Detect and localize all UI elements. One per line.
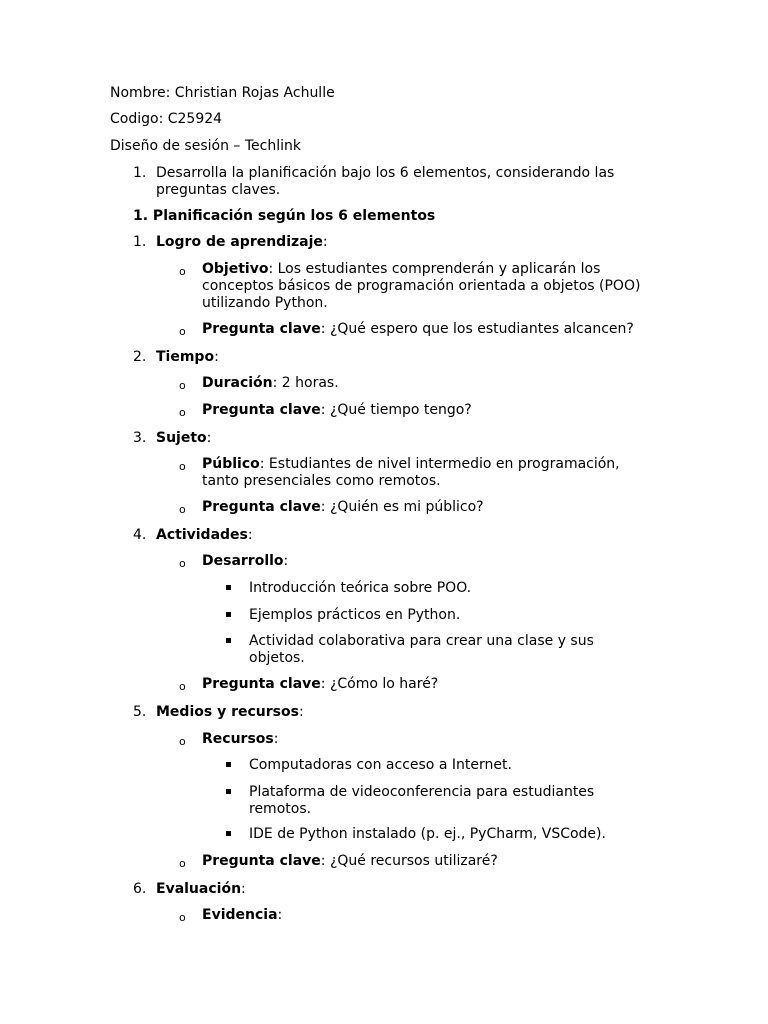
circle-bullet-icon: o	[179, 557, 186, 570]
sub-item-pregunta: Pregunta clave: ¿Cómo lo haré?	[202, 676, 439, 692]
student-name: Nombre: Christian Rojas Achulle	[110, 85, 335, 101]
element-title: Sujeto	[156, 430, 207, 446]
circle-bullet-icon: o	[179, 406, 186, 419]
element-number: 1.	[133, 234, 147, 250]
intro-text: Desarrolla la planificación bajo los 6 elementos, considerando las preguntas claves.	[156, 165, 615, 198]
element-number: 3.	[133, 430, 147, 446]
sub-item-duracion: Duración: 2 horas.	[202, 375, 339, 391]
circle-bullet-icon: o	[179, 911, 186, 924]
sub-item-pregunta: Pregunta clave: ¿Qué recursos utilizaré?	[202, 853, 498, 869]
circle-bullet-icon: o	[179, 735, 186, 748]
element-title: Actividades	[156, 527, 248, 543]
element-number: 5.	[133, 704, 147, 720]
list-item: IDE de Python instalado (p. ej., PyCharm, VSCode).	[249, 826, 606, 842]
element-title: Medios y recursos	[156, 704, 299, 720]
sub-item-pregunta: Pregunta clave: ¿Qué espero que los estudiantes alcancen?	[202, 321, 634, 337]
circle-bullet-icon: o	[179, 460, 186, 473]
sub-item-pregunta: Pregunta clave: ¿Qué tiempo tengo?	[202, 402, 472, 418]
sub-item-publico: Público: Estudiantes de nivel intermedio en programación, tanto presenciales como remotos.	[202, 456, 620, 489]
circle-bullet-icon: o	[179, 503, 186, 516]
circle-bullet-icon: o	[179, 857, 186, 870]
list-item: Plataforma de videoconferencia para estudiantes remotos.	[249, 784, 595, 817]
student-code: Codigo: C25924	[110, 111, 223, 127]
element-number: 6.	[133, 881, 147, 897]
element-number: 2.	[133, 349, 147, 365]
element-title: Logro de aprendizaje	[156, 234, 323, 250]
list-item: Computadoras con acceso a Internet.	[249, 757, 512, 773]
square-bullet-icon	[226, 831, 231, 836]
square-bullet-icon	[226, 762, 231, 767]
document-page: Nombre: Christian Rojas Achulle Codigo: C25924 Diseño de sesión – Techlink 1. Desarrolla la planificación bajo los 6 elementos, considerando las preguntas claves. 1. Planificación según los 6 elementos 1. Logro de aprendizaje: o Objetivo: Los estudiantes comprenderán y aplicarán los conceptos básicos de programación orientada a objetos (POO) utilizando Python. o Pregunta clave: ¿Qué espero que los estudiantes alcancen? 2. Tiempo: o Duración: 2 horas. o Pregunta clave: ¿Qué tiempo tengo? 3. Sujeto: o Público: Estudiantes de nivel intermedio en programación, tanto presenciales como remotos. o Pregunta clave: ¿Quién es mi público? 4. Actividades: o Desarrollo: Introducción teórica sobre POO. Ejemplos prácticos en Python. Actividad colaborativa para crear una clase y sus objetos. o Pregunta clave: ¿Cómo lo haré? 5. Medios y recursos: o Recursos: Computadoras con acceso a Internet. Plataforma de videoconferencia para estudiantes remotos. IDE de Python instalado (p. ej., PyCharm, VSCode). o Pregunta clave: ¿Qué recursos utilizaré? 6. Evaluación: o Evidencia:	[0, 0, 768, 1024]
square-bullet-icon	[226, 585, 231, 590]
list-item: Ejemplos prácticos en Python.	[249, 607, 461, 623]
sub-item-recursos: Recursos:	[202, 731, 279, 747]
sub-item-desarrollo: Desarrollo:	[202, 553, 289, 569]
square-bullet-icon	[226, 612, 231, 617]
element-title: Tiempo	[156, 349, 215, 365]
sub-item-pregunta: Pregunta clave: ¿Quién es mi público?	[202, 499, 484, 515]
circle-bullet-icon: o	[179, 680, 186, 693]
list-item: Introducción teórica sobre POO.	[249, 580, 472, 596]
intro-number: 1.	[133, 165, 147, 181]
sub-item-objetivo: Objetivo: Los estudiantes comprenderán y aplicarán los conceptos básicos de programación orientada a objetos (POO) utilizando Python.	[202, 261, 641, 311]
circle-bullet-icon: o	[179, 265, 186, 278]
circle-bullet-icon: o	[179, 325, 186, 338]
element-title: Evaluación	[156, 881, 242, 897]
sub-item-evidencia: Evidencia:	[202, 907, 283, 923]
square-bullet-icon	[226, 789, 231, 794]
section-heading: 1. Planificación según los 6 elementos	[133, 208, 436, 224]
element-number: 4.	[133, 527, 147, 543]
circle-bullet-icon: o	[179, 379, 186, 392]
list-item: Actividad colaborativa para crear una clase y sus objetos.	[249, 633, 594, 666]
square-bullet-icon	[226, 638, 231, 643]
document-title: Diseño de sesión – Techlink	[110, 138, 301, 154]
